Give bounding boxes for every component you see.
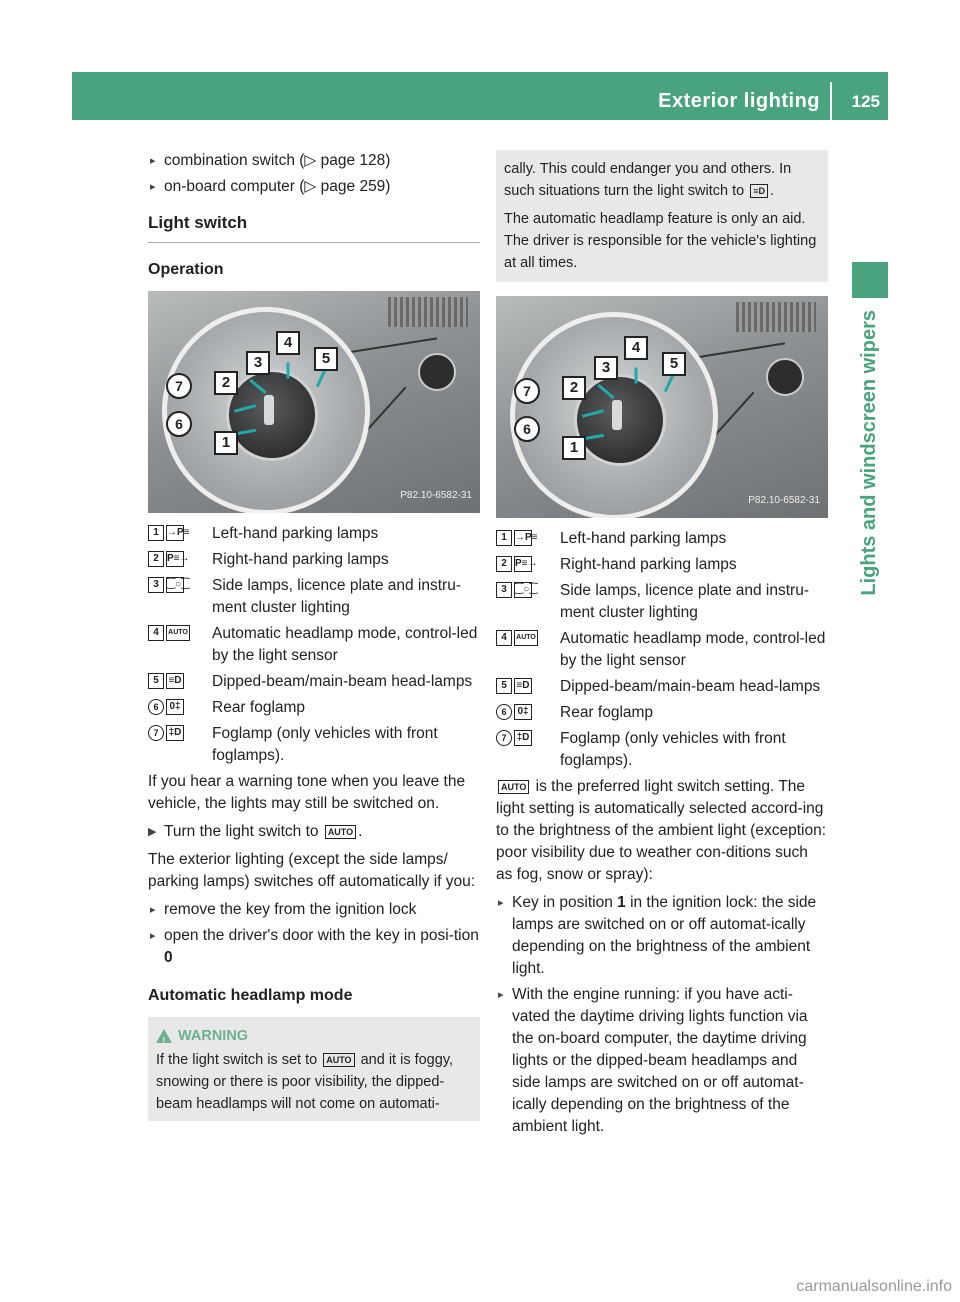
zoom-line bbox=[686, 342, 785, 360]
paragraph: The exterior lighting (except the side lamps/ parking lamps) switches off automatically if you: bbox=[148, 851, 476, 890]
side-tab-label: Lights and windscreen wipers bbox=[858, 310, 880, 596]
list-item: ▸ remove the key from the ignition lock bbox=[148, 899, 480, 921]
dipped-beam-icon: ≡D bbox=[166, 673, 184, 689]
callout-6: 6 bbox=[514, 416, 540, 442]
legend-text: Side lamps, licence plate and instru-ment cluster lighting bbox=[212, 577, 461, 616]
parking-lamp-right-icon: P≡→ bbox=[166, 551, 184, 567]
key-number: 4 bbox=[496, 630, 512, 646]
key-number: 7 bbox=[148, 725, 164, 741]
legend-item bbox=[496, 728, 828, 772]
figure-code: P82.10-6582-31 bbox=[748, 495, 820, 506]
page-number: 125 bbox=[851, 92, 880, 111]
callout-7: 7 bbox=[514, 378, 540, 404]
front-foglamp-icon: ‡D bbox=[166, 725, 184, 741]
warning-text-part: cally. This could endanger you and others. In such situations turn the light switch to bbox=[504, 161, 792, 199]
legend-text: Foglamp (only vehicles with front foglamps). bbox=[212, 725, 438, 764]
legend-item bbox=[148, 623, 480, 667]
light-switch-figure bbox=[496, 296, 828, 518]
list-item bbox=[148, 925, 480, 969]
callout-4: 4 bbox=[624, 336, 648, 360]
left-column bbox=[148, 150, 480, 1121]
legend-text: Dipped-beam/main-beam head-lamps bbox=[212, 673, 473, 690]
legend-text: Left-hand parking lamps bbox=[560, 530, 727, 547]
callout-5: 5 bbox=[314, 347, 338, 371]
punctuation: . bbox=[358, 823, 363, 840]
header-bar bbox=[72, 72, 888, 120]
side-lamp-icon: ⁐○⁐ bbox=[166, 577, 184, 593]
parking-lamp-left-icon: →P≡ bbox=[514, 530, 532, 546]
callout-4: 4 bbox=[276, 331, 300, 355]
dial-knob bbox=[264, 395, 274, 425]
legend-item bbox=[148, 671, 480, 693]
header-divider bbox=[830, 82, 832, 120]
legend-item bbox=[148, 549, 480, 571]
callout-7: 7 bbox=[166, 373, 192, 399]
list-item-text: Key in position bbox=[512, 894, 613, 911]
key-position: 0 bbox=[164, 949, 173, 966]
dipped-beam-icon: ≡D bbox=[750, 184, 768, 198]
key-number: 5 bbox=[496, 678, 512, 694]
legend-text: Left-hand parking lamps bbox=[212, 525, 379, 542]
legend-text: Dipped-beam/main-beam head-lamps bbox=[560, 678, 821, 695]
auto-icon: AUTO bbox=[323, 1053, 354, 1067]
warning-label: WARNING bbox=[178, 1028, 249, 1044]
warning-icon bbox=[156, 1029, 172, 1043]
legend-text: Side lamps, licence plate and instru-ment cluster lighting bbox=[560, 582, 809, 621]
legend-item bbox=[496, 528, 828, 550]
auto-icon: AUTO bbox=[514, 630, 538, 646]
legend-item bbox=[496, 628, 828, 672]
legend-item bbox=[148, 523, 480, 545]
list-item-text: open the driver's door with the key in posi-tion bbox=[164, 927, 479, 944]
dashboard-knob bbox=[766, 358, 804, 396]
callout-line bbox=[635, 368, 638, 384]
section-title-header: Exterior lighting bbox=[658, 90, 820, 112]
parking-lamp-right-icon: P≡→ bbox=[514, 556, 532, 572]
key-number: 3 bbox=[496, 582, 512, 598]
legend-text: Automatic headlamp mode, control-led by the light sensor bbox=[212, 625, 478, 664]
list-item: ▸ combination switch (▷ page 128) bbox=[148, 150, 480, 172]
legend-text: Automatic headlamp mode, control-led by the light sensor bbox=[560, 630, 826, 669]
auto-icon: AUTO bbox=[325, 825, 356, 839]
callout-3: 3 bbox=[246, 351, 270, 375]
list-item: ▸ on-board computer (▷ page 259) bbox=[148, 176, 480, 198]
key-number: 6 bbox=[496, 704, 512, 720]
paragraph bbox=[496, 776, 828, 886]
paragraph: If you hear a warning tone when you leave the vehicle, the lights may still be switched on. bbox=[148, 773, 466, 812]
callout-3: 3 bbox=[594, 356, 618, 380]
paragraph: The automatic headlamp feature is only an aid. The driver is responsible for the vehicle's lighting at all times. bbox=[504, 211, 817, 271]
list-item bbox=[496, 892, 828, 980]
side-tab bbox=[852, 262, 888, 1122]
watermark: carmanualsonline.info bbox=[796, 1278, 952, 1295]
callout-line bbox=[287, 363, 290, 379]
paragraph bbox=[504, 158, 820, 202]
key-number: 1 bbox=[496, 530, 512, 546]
list-item: ▸ With the engine running: if you have acti-vated the daytime driving lights function via the on-board computer, the daytime driving lights or the dipped-beam headlamps and side lamps are switched on or off automat-ically depending on the brightness of the ambient light. bbox=[496, 984, 828, 1138]
legend-text: Right-hand parking lamps bbox=[560, 556, 737, 573]
warning-text-part: and it is foggy, snowing or there is poor visibility, the dipped-beam headlamps will not come on automati- bbox=[156, 1052, 454, 1112]
legend-item bbox=[148, 575, 480, 619]
legend-item bbox=[496, 554, 828, 576]
auto-icon: AUTO bbox=[166, 625, 190, 641]
air-vent bbox=[736, 302, 816, 332]
dashboard-knob bbox=[418, 353, 456, 391]
legend-text: Rear foglamp bbox=[560, 704, 654, 721]
air-vent bbox=[388, 297, 468, 327]
callout-2: 2 bbox=[562, 376, 586, 400]
action-step bbox=[148, 821, 480, 843]
warning-box bbox=[148, 1017, 480, 1121]
punctuation: . bbox=[769, 183, 775, 199]
key-number: 7 bbox=[496, 730, 512, 746]
legend-text: Rear foglamp bbox=[212, 699, 306, 716]
auto-icon: AUTO bbox=[498, 780, 529, 794]
callout-5: 5 bbox=[662, 352, 686, 376]
key-number: 2 bbox=[148, 551, 164, 567]
warning-continuation bbox=[496, 150, 828, 282]
legend-item bbox=[496, 580, 828, 624]
zoom-line bbox=[338, 337, 437, 355]
right-column bbox=[496, 150, 828, 1142]
figure-code: P82.10-6582-31 bbox=[400, 490, 472, 501]
key-number: 5 bbox=[148, 673, 164, 689]
warning-text bbox=[156, 1049, 472, 1115]
front-foglamp-icon: ‡D bbox=[514, 730, 532, 746]
parking-lamp-left-icon: →P≡ bbox=[166, 525, 184, 541]
key-number: 4 bbox=[148, 625, 164, 641]
key-number: 6 bbox=[148, 699, 164, 715]
legend-item bbox=[148, 723, 480, 767]
warning-text-part: If the light switch is set to bbox=[156, 1052, 318, 1068]
callout-2: 2 bbox=[214, 371, 238, 395]
subsection-heading: Automatic headlamp mode bbox=[148, 987, 353, 1004]
light-switch-figure bbox=[148, 291, 480, 513]
legend-text: Right-hand parking lamps bbox=[212, 551, 389, 568]
legend-text: Foglamp (only vehicles with front foglamps). bbox=[560, 730, 786, 769]
callout-1: 1 bbox=[214, 431, 238, 455]
legend-item bbox=[148, 697, 480, 719]
action-text: Turn the light switch to bbox=[164, 823, 319, 840]
callout-1: 1 bbox=[562, 436, 586, 460]
list-item-text: in the ignition lock: the side lamps are switched on or off automat-ically depending on the brightness of the ambient light. bbox=[512, 894, 817, 977]
side-lamp-icon: ⁐○⁐ bbox=[514, 582, 532, 598]
key-position: 1 bbox=[617, 894, 626, 911]
dial-knob bbox=[612, 400, 622, 430]
callout-6: 6 bbox=[166, 411, 192, 437]
legend-item bbox=[496, 676, 828, 698]
legend-item bbox=[496, 702, 828, 724]
paragraph-text: is the preferred light switch setting. The light setting is automatically selected accord-ing to the brightness of the ambient light (exception: poor visibility due to weather con-ditions such as fog, snow or spray): bbox=[496, 778, 827, 883]
section-heading: Light switch bbox=[148, 212, 480, 243]
rear-foglamp-icon: 0‡ bbox=[166, 699, 184, 715]
rear-foglamp-icon: 0‡ bbox=[514, 704, 532, 720]
side-tab-marker bbox=[852, 262, 888, 298]
key-number: 1 bbox=[148, 525, 164, 541]
dipped-beam-icon: ≡D bbox=[514, 678, 532, 694]
warning-title bbox=[156, 1025, 472, 1047]
key-number: 2 bbox=[496, 556, 512, 572]
key-number: 3 bbox=[148, 577, 164, 593]
subsection-heading: Operation bbox=[148, 261, 224, 278]
